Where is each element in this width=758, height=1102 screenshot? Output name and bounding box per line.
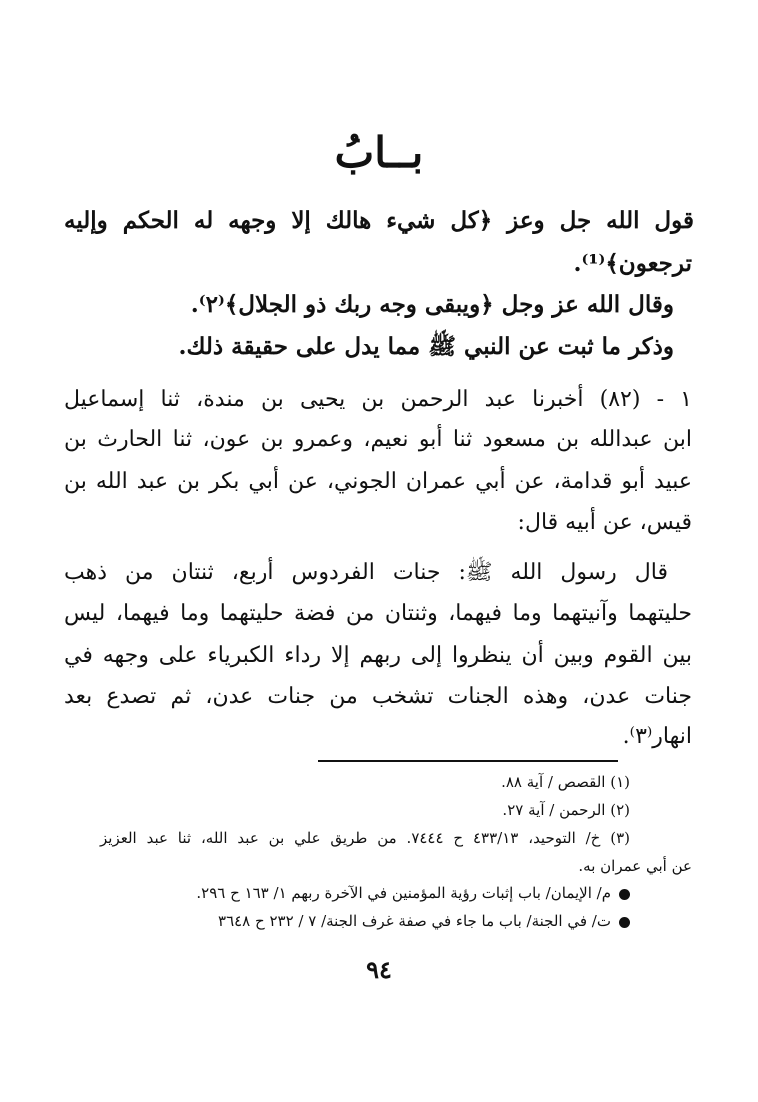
heading-line: وقال الله عز وجل ﴿ويبقى وجه ربك ذو الجلال﴾⁽٢⁾. bbox=[190, 291, 674, 318]
hadith-chain-line: عبيد أبو قدامة، عن أبي عمران الجوني، عن أبي بكر بن عبد الله بن bbox=[64, 469, 692, 494]
page-number: ٩٤ bbox=[366, 955, 392, 984]
hadith-text-line: قال رسول الله ﷺ: جنات الفردوس أربع، ثنتان من ذهب bbox=[64, 560, 668, 585]
footnote: (١) القصص / آية ٨٨. bbox=[501, 773, 630, 791]
footnote-text: م/ الإيمان/ باب إثبات رؤية المؤمنين في الآخرة ربهم ١/ ١٦٣ ح ٢٩٦. bbox=[196, 884, 611, 902]
hadith-text-line: بين القوم وبين أن ينظروا إلى ربهم إلا رداء الكبرياء على وجهه في bbox=[64, 643, 692, 668]
hadith-text-line: انهار⁽٣⁾. bbox=[622, 724, 692, 749]
hadith-chain-line: قيس، عن أبيه قال: bbox=[517, 510, 692, 535]
heading-line: وذكر ما ثبت عن النبي ﷺ مما يدل على حقيقة ذلك. bbox=[178, 333, 674, 360]
footnote: عن أبي عمران به. bbox=[578, 857, 692, 875]
hadith-text-line: جنات عدن، وهذه الجنات تشخب من جنات عدن، ثم تصدع بعد bbox=[64, 684, 692, 709]
heading-line: ترجعون﴾⁽¹⁾. bbox=[573, 250, 692, 277]
bullet-icon bbox=[619, 889, 630, 900]
hadith-chain-line: ١ - (٨٢) أخبرنا عبد الرحمن بن يحيى بن مندة، ثنا إسماعيل bbox=[64, 387, 692, 412]
hadith-chain-line: ابن عبدالله بن مسعود ثنا أبو نعيم، وعمرو بن عون، ثنا الحارث بن bbox=[64, 427, 692, 452]
hadith-text-line: حليتهما وآنيتهما وما فيهما، وثنتان من فضة حليتهما وما فيهما، ليس bbox=[64, 601, 692, 626]
footnote-divider bbox=[318, 760, 618, 762]
chapter-title: بــابُ bbox=[334, 128, 424, 177]
bullet-icon bbox=[619, 917, 630, 928]
footnote: (٣) خ/ التوحيد، ٤٣٣/١٣ ح ٧٤٤٤. من طريق علي بن عبد الله، ثنا عبد العزيز bbox=[100, 829, 631, 847]
footnote-bullet-item bbox=[218, 907, 630, 935]
footnote-bullet-item bbox=[196, 879, 630, 907]
footnote: (٢) الرحمن / آية ٢٧. bbox=[502, 801, 630, 819]
heading-line: قول الله جل وعز ﴿كل شيء هالك إلا وجهه له الحكم وإليه bbox=[64, 207, 694, 234]
footnote-text: ت/ في الجنة/ باب ما جاء في صفة غرف الجنة/ ٧ / ٢٣٢ ح ٣٦٤٨ bbox=[218, 912, 611, 930]
